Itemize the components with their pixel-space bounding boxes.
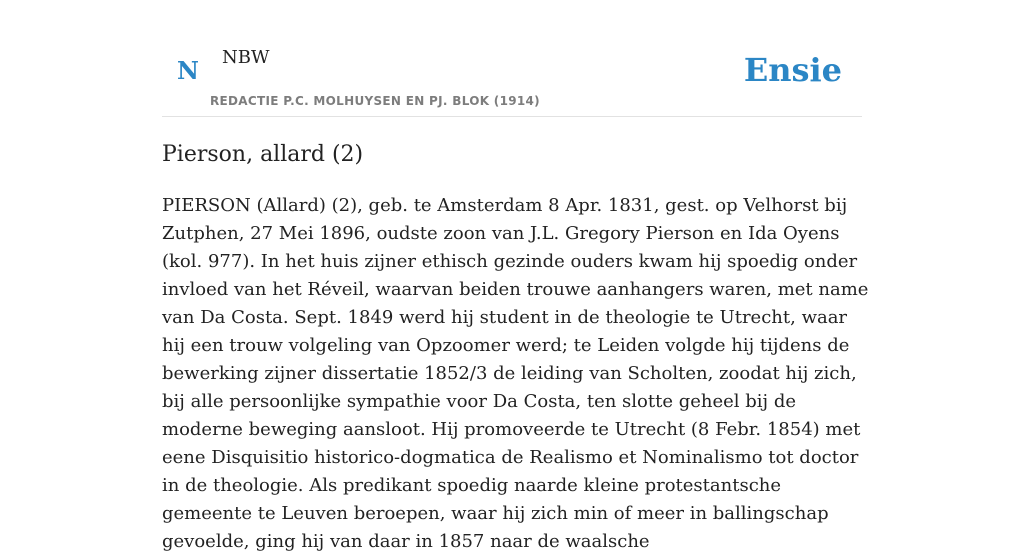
source-title-link[interactable]: NBW	[222, 47, 270, 68]
source-logo-icon[interactable]: N	[177, 56, 199, 85]
source-subtitle: REDACTIE P.C. MOLHUYSEN EN PJ. BLOK (1914)	[210, 94, 540, 108]
brand-logo-link[interactable]: Ensie	[743, 51, 842, 89]
entry-title: Pierson, allard (2)	[162, 142, 364, 167]
header	[162, 0, 862, 117]
entry-body: PIERSON (Allard) (2), geb. te Amsterdam 8 Apr. 1831, gest. op Velhorst bij Zutphen, 27 Mei 1896, oudste zoon van J.L. Gregory Pierson en Ida Oyens (kol. 977). In het huis zijner ethisch gezinde ouders kwam hij spoedig onder invloed van het Réveil, waarvan beiden trouwe aanhangers waren, met name van Da Costa. Sept. 1849 werd hij student in de theologie te Utrecht, waar hij een trouw volgeling van Opzoomer werd; te Leiden volgde hij tijdens de bewerking zijner dissertatie 1852/3 de leiding van Scholten, zoodat hij zich, bij alle persoonlijke sympathie voor Da Costa, ten slotte geheel bij de moderne beweging aansloot. Hij promoveerde te Utrecht (8 Febr. 1854) met eene Disquisitio historico-dogmatica de Realismo et Nominalismo tot doctor in de theologie. Als predikant spoedig naarde kleine protestantsche gemeente te Leuven beroepen, waar hij zich min of meer in ballingschap gevoelde, ging hij van daar in 1857 naar de waalsche	[162, 195, 869, 552]
